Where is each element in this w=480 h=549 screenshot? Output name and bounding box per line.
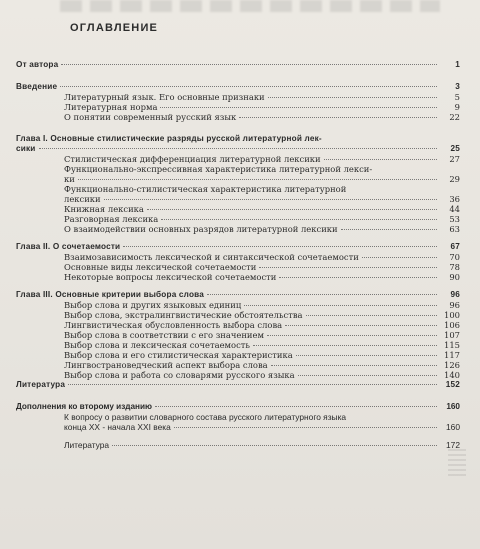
- toc-entry-label: Выбор слова и других языковых единиц: [64, 300, 242, 310]
- toc-page-number: 44: [449, 204, 460, 214]
- toc-entry-label: Некоторые вопросы лексической сочетаемости: [64, 272, 277, 282]
- toc-entry-linguocultural[interactable]: [16, 360, 460, 370]
- toc-entry-literature[interactable]: [16, 380, 460, 390]
- toc-entry-label: Лингвострановедческий аспект выбора слова: [64, 360, 268, 370]
- toc-entry-label: Лингвистическая обусловленность выбора слова: [64, 320, 283, 330]
- toc-entry-label: Функционально-экспрессивная характеристика литературной лекси-: [64, 164, 373, 174]
- toc-page-number: 5: [454, 92, 460, 102]
- toc-page-number: 100: [444, 310, 460, 320]
- toc-page-number: 107: [444, 330, 460, 340]
- toc-entry-literary-norm[interactable]: [16, 102, 460, 112]
- dot-leader: [285, 325, 437, 326]
- toc-entry-label: Глава II. О сочетаемости: [16, 242, 121, 251]
- toc-entry-stylistic-differentiation[interactable]: [16, 154, 460, 164]
- dot-leader: [78, 179, 437, 180]
- toc-entry-literary-language[interactable]: [16, 92, 460, 102]
- toc-page-number: 3: [455, 82, 460, 91]
- dot-leader: [147, 209, 437, 210]
- toc-entry-label: Литературная норма: [64, 102, 158, 112]
- dot-leader: [123, 246, 437, 247]
- table-of-contents: [16, 60, 460, 450]
- toc-page-number: 160: [446, 422, 460, 432]
- toc-entry-label: Выбор слова и его стилистическая характеристика: [64, 350, 293, 360]
- toc-entry-chapter-1[interactable]: [16, 134, 460, 154]
- toc-entry-label: Глава I. Основные стилистические разряды русской литературной лек-: [16, 134, 322, 143]
- dot-leader: [39, 148, 437, 149]
- toc-entry-some-questions[interactable]: [16, 272, 460, 282]
- dot-leader: [341, 229, 437, 230]
- toc-page-number: 172: [446, 440, 460, 450]
- dot-leader: [306, 315, 437, 316]
- toc-entry-extralinguistic[interactable]: [16, 310, 460, 320]
- toc-entry-functional-stylistic[interactable]: [16, 184, 460, 204]
- toc-entry-label: Разговорная лексика: [64, 214, 159, 224]
- toc-page-number: 22: [449, 112, 460, 122]
- toc-entry-interdependence[interactable]: [16, 252, 460, 262]
- dot-leader: [324, 159, 437, 160]
- toc-entry-word-choice-units[interactable]: [16, 300, 460, 310]
- dot-leader: [259, 267, 437, 268]
- toc-entry-label: Стилистическая дифференциация литературной лексики: [64, 154, 321, 164]
- dot-leader: [104, 199, 437, 200]
- toc-entry-label-continued: сики: [16, 144, 36, 153]
- toc-entry-label: Выбор слова в соответствии с его значением: [64, 330, 264, 340]
- toc-entry-label: Выбор слова, экстралингвистические обстоятельства: [64, 310, 303, 320]
- dot-leader: [60, 86, 437, 87]
- toc-entry-label: О взаимодействии основных разрядов литературной лексики: [64, 224, 338, 234]
- toc-entry-chapter-3[interactable]: [16, 290, 460, 300]
- toc-entry-functional-expressive[interactable]: [16, 164, 460, 184]
- toc-entry-label: Основные виды лексической сочетаемости: [64, 262, 257, 272]
- toc-entry-label: Дополнения ко второму изданию: [16, 402, 152, 411]
- toc-entry-label: К вопросу о развитии словарного состава русского литературного языка: [64, 412, 347, 422]
- toc-entry-label: Выбор слова и работа со словарями русского языка: [64, 370, 295, 380]
- toc-page-number: 25: [450, 144, 460, 153]
- toc-entry-lexical-compatibility[interactable]: [16, 340, 460, 350]
- toc-page-number: 1: [455, 60, 460, 69]
- dot-leader: [268, 97, 437, 98]
- toc-page-number: 53: [449, 214, 460, 224]
- toc-page-number: 67: [450, 242, 460, 251]
- toc-page-number: 140: [444, 370, 460, 380]
- toc-page-number: 27: [449, 154, 460, 164]
- dot-leader: [279, 277, 437, 278]
- toc-entry-literature-2[interactable]: [16, 440, 460, 450]
- dot-leader: [362, 257, 437, 258]
- dot-leader: [298, 375, 437, 376]
- toc-entry-label: Книжная лексика: [64, 204, 144, 214]
- toc-entry-label: Взаимозависимость лексической и синтаксической сочетаемости: [64, 252, 359, 262]
- dot-leader: [253, 345, 437, 346]
- dot-leader: [239, 117, 437, 118]
- toc-page-number: 96: [450, 290, 460, 299]
- toc-page-number: 106: [444, 320, 460, 330]
- toc-page-number: 117: [444, 350, 460, 360]
- toc-entry-main-types[interactable]: [16, 262, 460, 272]
- dot-leader: [296, 355, 437, 356]
- toc-page-number: 70: [449, 252, 460, 262]
- toc-entry-label: Литература: [16, 380, 66, 389]
- toc-entry-label-continued: ки: [64, 174, 75, 184]
- toc-entry-dictionaries[interactable]: [16, 370, 460, 380]
- page-edge-mark: [448, 449, 466, 479]
- toc-page-number: 29: [449, 174, 460, 184]
- toc-page-number: 9: [454, 102, 460, 112]
- toc-entry-linguistic-conditioning[interactable]: [16, 320, 460, 330]
- dot-leader: [61, 64, 437, 65]
- toc-entry-label: Функционально-стилистическая характеристика литературной: [64, 184, 347, 194]
- toc-page-number: 78: [449, 262, 460, 272]
- toc-entry-bookish[interactable]: [16, 204, 460, 214]
- toc-page-number: 160: [446, 402, 460, 411]
- toc-entry-additions[interactable]: [16, 402, 460, 412]
- dot-leader: [160, 107, 437, 108]
- toc-entry-label: Глава III. Основные критерии выбора слова: [16, 290, 205, 299]
- toc-entry-introduction[interactable]: [16, 82, 460, 92]
- toc-entry-label: О понятии современный русский язык: [64, 112, 237, 122]
- toc-entry-stylistic-characteristic[interactable]: [16, 350, 460, 360]
- toc-page-number: 126: [444, 360, 460, 370]
- dot-leader: [174, 427, 437, 428]
- toc-page-number: 152: [445, 380, 460, 389]
- dot-leader: [207, 294, 437, 295]
- dot-leader: [112, 445, 437, 446]
- toc-entry-chapter-2[interactable]: [16, 242, 460, 252]
- dot-leader: [155, 406, 437, 407]
- dot-leader: [267, 335, 437, 336]
- bleed-through-text: [60, 0, 440, 12]
- dot-leader: [244, 305, 437, 306]
- toc-entry-label: От автора: [16, 60, 59, 69]
- toc-entry-colloquial[interactable]: [16, 214, 460, 224]
- toc-entry-label: Литература: [64, 440, 110, 450]
- toc-page-number: 96: [449, 300, 460, 310]
- toc-page-number: 115: [444, 340, 460, 350]
- toc-entry-label: Введение: [16, 82, 58, 91]
- toc-entry-foreword[interactable]: [16, 60, 460, 70]
- dot-leader: [161, 219, 437, 220]
- toc-page-number: 36: [449, 194, 460, 204]
- toc-entry-interaction[interactable]: [16, 224, 460, 234]
- toc-entry-label-continued: конца XX - начала XXI века: [64, 422, 171, 432]
- toc-entry-meaning[interactable]: [16, 330, 460, 340]
- toc-entry-vocabulary-development[interactable]: [16, 412, 460, 432]
- toc-entry-label: Выбор слова и лексическая сочетаемость: [64, 340, 250, 350]
- dot-leader: [271, 365, 437, 366]
- toc-entry-label-continued: лексики: [64, 194, 101, 204]
- page-title: ОГЛАВЛЕНИЕ: [70, 22, 159, 34]
- toc-page-number: 63: [449, 224, 460, 234]
- toc-page-number: 90: [449, 272, 460, 282]
- dot-leader: [68, 384, 437, 385]
- toc-entry-modern-russian[interactable]: [16, 112, 460, 122]
- toc-entry-label: Литературный язык. Его основные признаки: [64, 92, 265, 102]
